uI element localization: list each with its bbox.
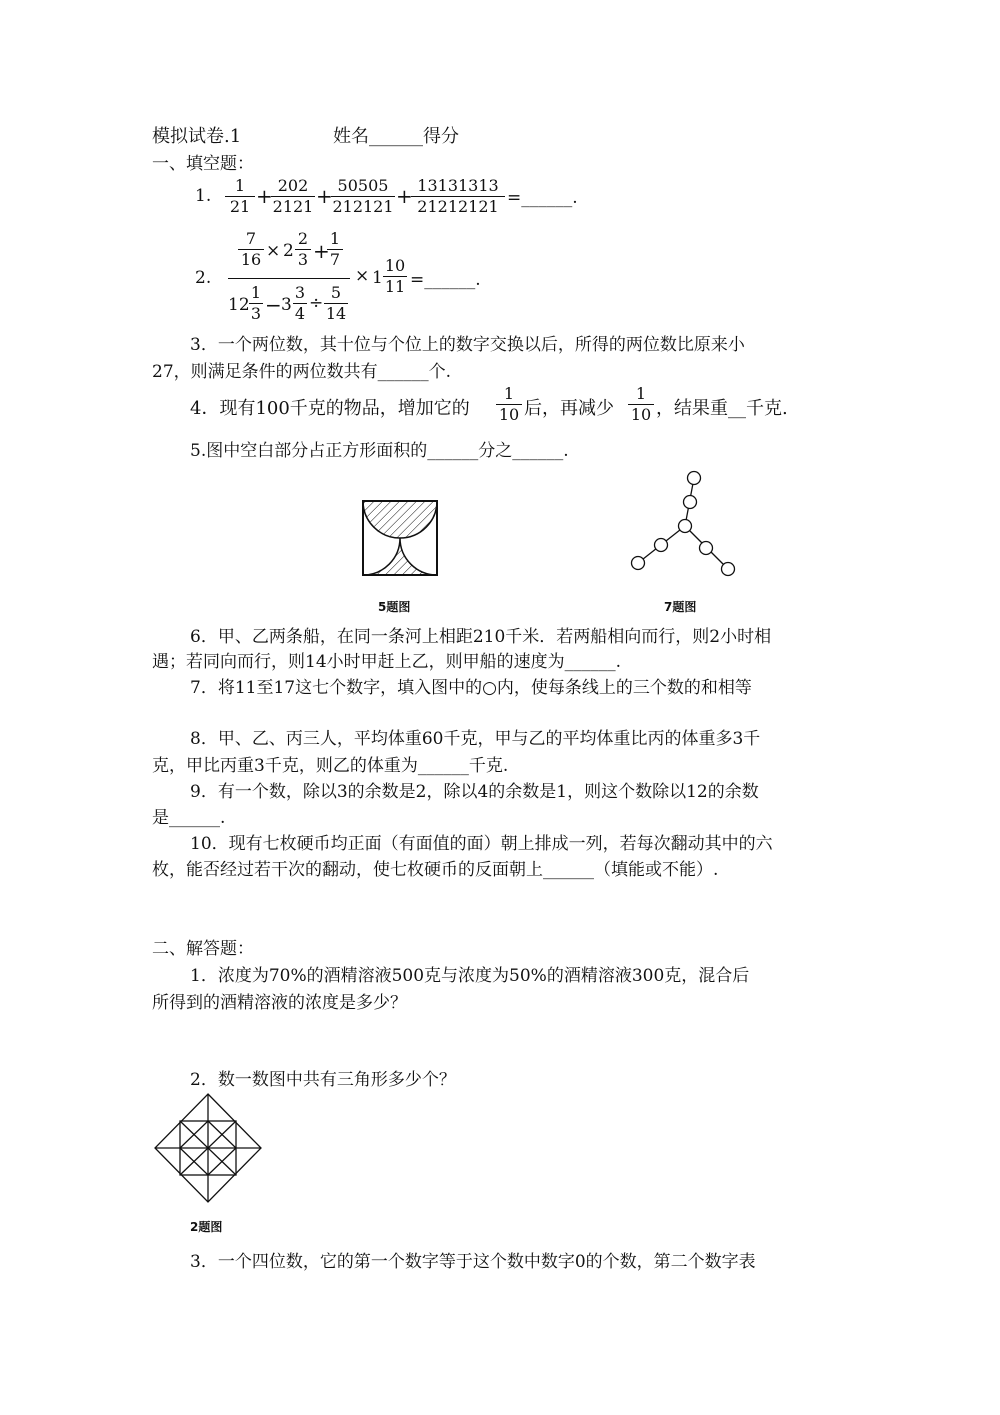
figure-5 [360,498,440,578]
q2-top-fraction-2: $\frac{2}{3}$ [295,231,311,268]
figure-2-caption: 2题图 [190,1220,223,1234]
s2-q1-line-2: 所得到的酒精溶液的浓度是多少？ [152,993,407,1013]
section2-title: 二、解答题： [152,939,254,959]
q1-fraction-2: $\frac{202}{2121}$ [272,176,314,216]
q6-line-2: 遇；若同向而行，则14小时甲赶上乙，则甲船的速度为______. [152,652,622,672]
q8-line-2: 克，甲比丙重3千克，则乙的体重为______千克. [152,756,509,776]
q10-line-1: 10．现有七枚硬币均正面（有面值的面）朝上排成一列，若每次翻动其中的六 [190,834,773,854]
q8-line-1: 8．甲、乙、丙三人，平均体重60千克，甲与乙的平均体重比丙的体重多3千 [190,729,761,749]
s2-q1-line-1: 1．浓度为70%的酒精溶液500克与浓度为50%的酒精溶液300克，混合后 [190,966,750,986]
q2-answer-blank: =______. [410,270,481,290]
q2-bottom-whole-2: 3 [281,295,292,315]
q2-top-plus: + [313,239,330,263]
q5-text: 5.图中空白部分占正方形面积的______分之______. [190,441,569,461]
q2-bottom-divide: ÷ [309,293,324,313]
q2-bottom-fraction-3: $\frac{5}{14}$ [325,283,347,323]
q1-answer-blank: =______. [507,188,578,208]
figure-5-caption: 5题图 [378,600,411,614]
q3-line-1: 3．一个两位数，其十位与个位上的数字交换以后，所得的两位数比原来小 [190,335,745,355]
q2-bottom-minus: − [265,293,282,317]
q2-times: × [355,266,370,286]
q2-top-whole: 2 [283,241,294,261]
figure-2 [153,1092,263,1204]
q4-part-3: ，结果重__千克. [656,398,788,419]
s2-q3-line-1: 3．一个四位数，它的第一个数字等于这个数中数字0的个数，第二个数字表 [190,1252,756,1272]
q10-line-2: 枚，能否经过若干次的翻动，使七枚硬币的反面朝上______（填能或不能）. [152,860,719,880]
s2-q2-text: 2．数一数图中共有三角形多少个？ [190,1070,456,1090]
q4-fraction-2: $\frac{1}{10}$ [628,386,654,423]
q2-main-fraction-bar [228,278,350,279]
q1-number: 1. [195,186,212,206]
q2-bottom-whole-1: 12 [228,295,250,315]
q1-fraction-1: $\frac{1}{21}$ [225,178,255,215]
q2-bottom-fraction-2: $\frac{3}{4}$ [294,283,306,323]
q4-fraction-1: $\frac{1}{10}$ [496,386,522,423]
q2-multiplier-whole: 1 [372,268,383,288]
q1-plus-3: + [396,184,413,208]
q9-line-2: 是______. [152,808,226,828]
name-score-label: 姓名______得分 [333,126,459,147]
q9-line-1: 9．有一个数，除以3的余数是2，除以4的余数是1，则这个数除以12的余数 [190,782,759,802]
section1-title: 一、填空题： [152,154,254,174]
q2-top-fraction-1: $\frac{7}{16}$ [238,231,264,268]
figure-7 [626,465,742,581]
exam-title: 模拟试卷.1 [152,126,242,147]
q2-top-times: × [266,241,281,261]
q6-line-1: 6．甲、乙两条船，在同一条河上相距210千米．若两船相向而行，则2小时相 [190,627,772,647]
q4-part-1: 4．现有100千克的物品，增加它的 [190,398,470,419]
q3-line-2: 27，则满足条件的两位数共有______个. [152,362,452,382]
q1-plus-1: + [256,184,273,208]
q4-part-2: 后，再减少 [524,398,614,419]
q1-fraction-4: $\frac{13131313}{21212121}$ [411,178,505,215]
q1-plus-2: + [316,184,333,208]
figure-7-caption: 7题图 [664,600,697,614]
q7-text: 7．将11至17这七个数字，填入图中的○内，使每条线上的三个数的和相等 [190,678,752,698]
q2-number: 2. [195,268,212,288]
q1-fraction-3: $\frac{50505}{212121}$ [332,176,394,216]
q2-bottom-fraction-1: $\frac{1}{3}$ [250,283,262,323]
q2-multiplier-fraction: $\frac{10}{11}$ [384,256,406,296]
q2-top-fraction-3: $\frac{1}{7}$ [327,231,343,268]
